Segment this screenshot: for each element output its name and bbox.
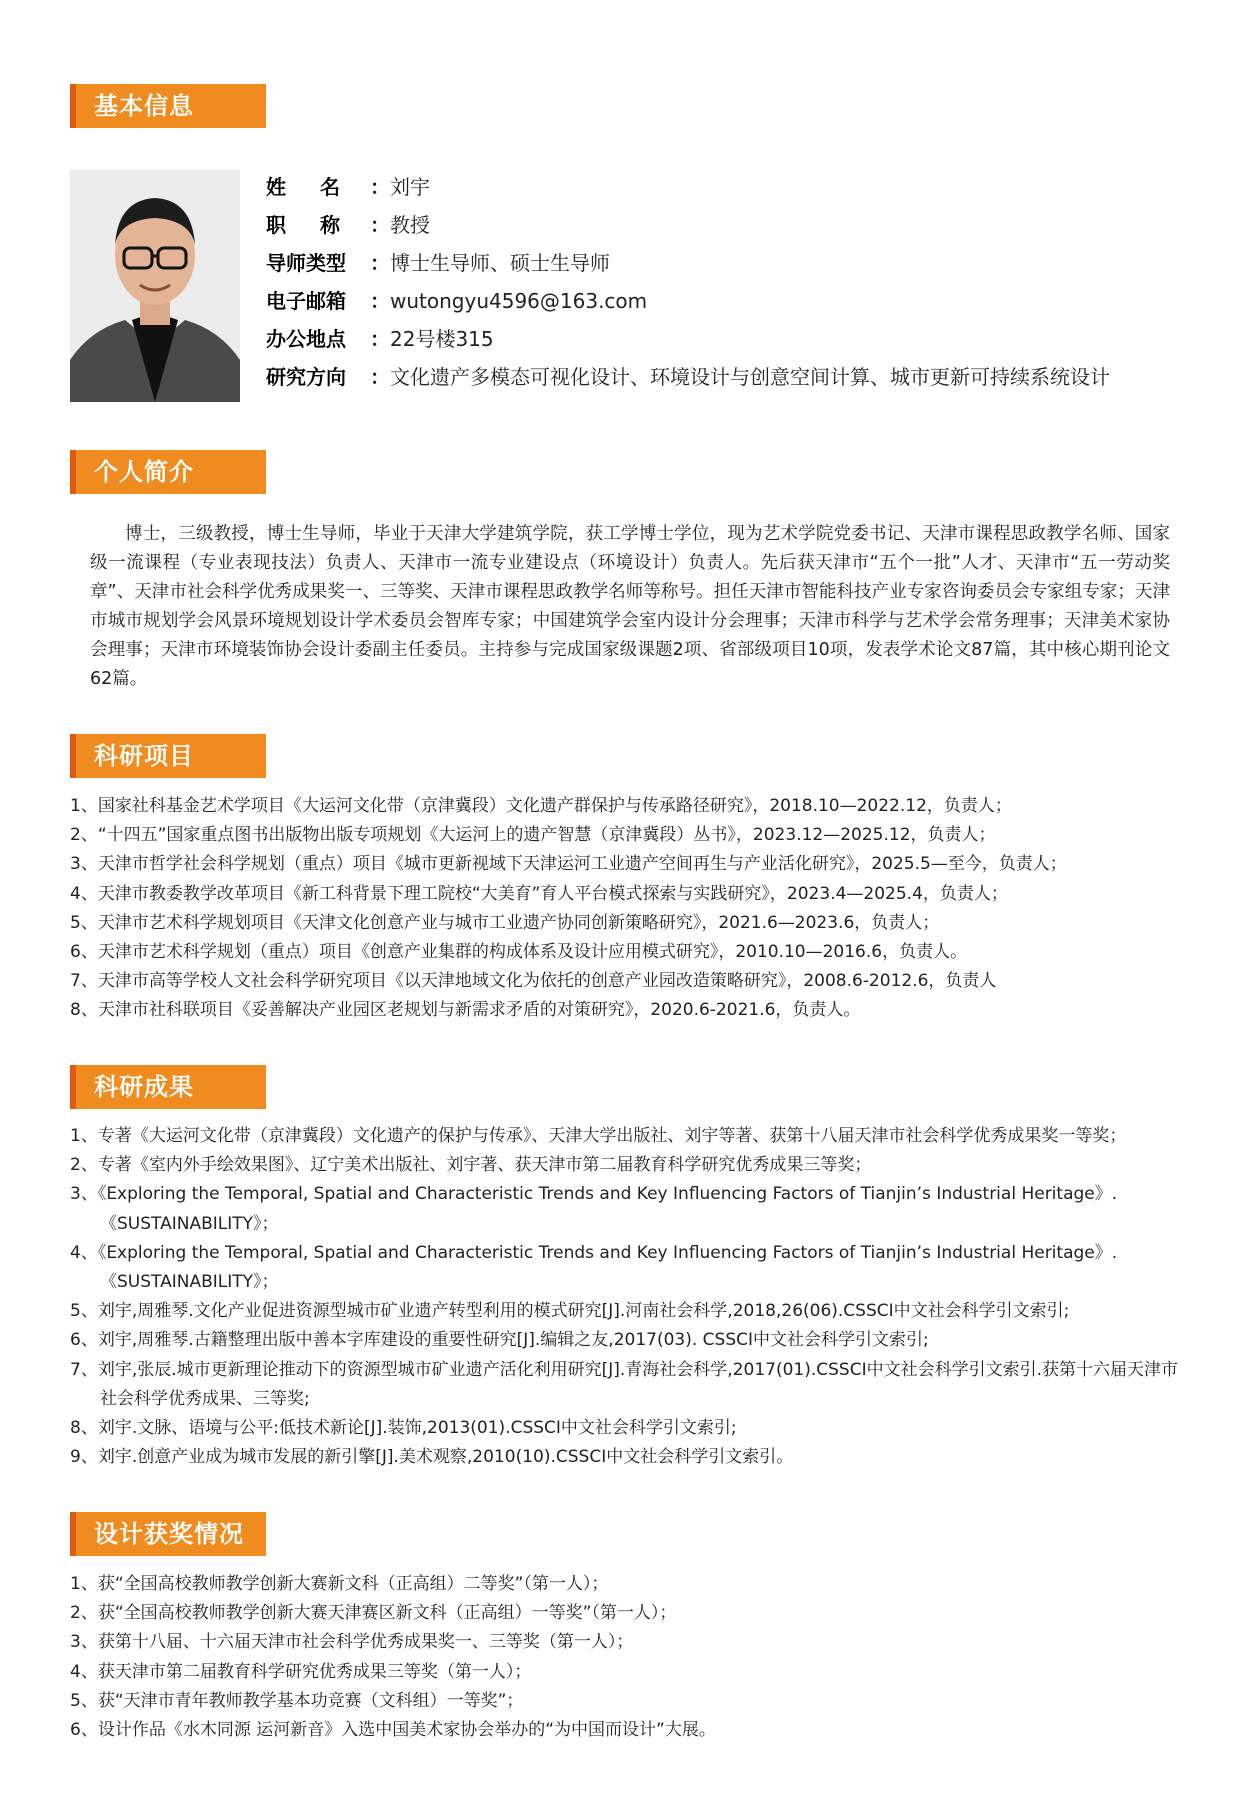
list-item: 5、刘宇,周雅琴.文化产业促进资源型城市矿业遗产转型利用的模式研究[J].河南社会科学,2018,26(06).CSSCI中文社会科学引文索引; (70, 1301, 1070, 1322)
list-item: 3、天津市哲学社会科学规划（重点）项目《城市更新视域下天津运河工业遗产空间再生与产业活化研究》，2025.5—至今，负责人； (70, 854, 1067, 875)
profile-photo (70, 170, 240, 402)
section-header-intro (70, 450, 266, 494)
list-item: 5、天津市艺术科学规划项目《天津文化创意产业与城市工业遗产协同创新策略研究》，2021.6—2023.6，负责人； (70, 912, 940, 933)
advisor-label: 导师类型 (266, 251, 346, 275)
list-item: 8、刘宇.文脉、语境与公平:低技术新论[J].装饰,2013(01).CSSCI中文社会科学引文索引; (70, 1418, 737, 1439)
list-item: 4、《Exploring the Temporal, Spatial and Characteristic Trends and Key Influencing Factors of Tianjin’s Industrial Heritage》.《SUSTAINABILITY》； (70, 1242, 1118, 1293)
colon: ： (370, 327, 390, 351)
list-item: 6、设计作品《水木同源 运河新音》入选中国美术家协会举办的“为中国而设计”大展。 (70, 1720, 716, 1741)
colon: ： (370, 251, 390, 275)
section-header-basic-info (70, 84, 266, 128)
list-item: 8、天津市社科联项目《妥善解决产业园区老规划与新需求矛盾的对策研究》，2020.6-2021.6，负责人。 (70, 1000, 861, 1021)
list-item: 1、专著《大运河文化带（京津冀段）文化遗产的保护与传承》、天津大学出版社、刘宇等著、获第十八届天津市社会科学优秀成果奖一等奖； (70, 1126, 1127, 1146)
section-header-achievements (70, 1065, 266, 1109)
list-item: 7、天津市高等学校人文社会科学研究项目《以天津地域文化为依托的创意产业园改造策略研究》，2008.6-2012.6，负责人 (70, 971, 997, 992)
info-row-email (266, 282, 1216, 320)
list-item: 4、获天津市第二届教育科学研究优秀成果三等奖（第一人）； (70, 1661, 532, 1682)
section-title: 设计获奖情况 (94, 1520, 244, 1548)
colon: ： (370, 213, 390, 237)
email-value[interactable]: wutongyu4596@163.com (390, 289, 648, 313)
name-value: 刘宇 (390, 175, 430, 199)
title-value: 教授 (390, 213, 430, 237)
email-label: 电子邮箱 (266, 289, 346, 313)
section-title: 科研项目 (94, 742, 194, 770)
list-item: 4、天津市教委教学改革项目《新工科背景下理工院校“大美育”育人平台模式探索与实践研究》，2023.4—2025.4，负责人； (70, 883, 1008, 904)
list-item: 2、“十四五”国家重点图书出版物出版专项规划《大运河上的遗产智慧（京津冀段）丛书》，2023.12—2025.12，负责人； (70, 825, 996, 846)
list-item: 2、专著《室内外手绘效果图》、辽宁美术出版社、刘宇著、获天津市第二届教育科学研究优秀成果三等奖； (70, 1155, 872, 1176)
info-row-name (266, 168, 1216, 206)
achievements-list (70, 1122, 1180, 1472)
list-item: 5、获“天津市青年教师教学基本功竞赛（文科组）一等奖”； (70, 1690, 524, 1711)
section-header-projects (70, 734, 266, 778)
list-item: 1、获“全国高校教师教学创新大赛新文科（正高组）二等奖”（第一人）； (70, 1574, 609, 1594)
list-item: 6、刘宇,周雅琴.古籍整理出版中善本字库建设的重要性研究[J].编辑之友,2017(03). CSSCI中文社会科学引文索引; (70, 1330, 929, 1351)
name-label: 姓名 (266, 175, 374, 199)
info-row-advisor (266, 244, 1216, 282)
colon: ： (370, 289, 390, 313)
portrait-image (70, 170, 240, 402)
title-label: 职称 (266, 213, 374, 237)
list-item: 7、刘宇,张辰.城市更新理论推动下的资源型城市矿业遗产活化利用研究[J].青海社会科学,2017(01).CSSCI中文社会科学引文索引.获第十六届天津市社会科学优秀成果、三等奖; (70, 1359, 1179, 1409)
list-item: 2、获“全国高校教师教学创新大赛天津赛区新文科（正高组）一等奖”（第一人）； (70, 1603, 677, 1624)
section-title: 科研成果 (94, 1073, 194, 1101)
projects-list (70, 792, 1180, 1026)
advisor-value: 博士生导师、硕士生导师 (390, 251, 610, 275)
info-row-research (266, 358, 1216, 396)
list-item: 1、国家社科基金艺术学项目《大运河文化带（京津冀段）文化遗产群保护与传承路径研究》，2018.10—2022.12，负责人； (70, 796, 1012, 816)
section-header-awards (70, 1512, 266, 1556)
list-item: 3、获第十八届、十六届天津市社会科学优秀成果奖一、三等奖（第一人）； (70, 1632, 634, 1653)
awards-list (70, 1570, 1180, 1745)
info-row-office (266, 320, 1216, 358)
profile-info (266, 168, 1216, 396)
research-value: 文化遗产多模态可视化设计、环境设计与创意空间计算、城市更新可持续系统设计 (390, 365, 1110, 389)
section-title: 个人简介 (94, 458, 194, 486)
office-value: 22号楼315 (390, 327, 494, 351)
list-item: 3、《Exploring the Temporal, Spatial and Characteristic Trends and Key Influencing Factors of Tianjin’s Industrial Heritage》.《SUSTAINABILITY》； (70, 1184, 1118, 1234)
bio-paragraph: 博士，三级教授，博士生导师，毕业于天津大学建筑学院，获工学博士学位，现为艺术学院党委书记、天津市课程思政教学名师、国家级一流课程（专业表现技法）负责人、天津市一流专业建设点（环境设计）负责人。先后获天津市“五个一批”人才、天津市“五一劳动奖章”、天津市社会科学优秀成果奖一、三等奖、天津市课程思政教学名师等称号。担任天津市智能科技产业专家咨询委员会专家组专家；天津市城市规划学会风景环境规划设计学术委员会智库专家；中国建筑学会室内设计分会理事；天津市科学与艺术学会常务理事；天津美术家协会理事；天津市环境装饰协会设计委副主任委员。主持参与完成国家级课题2项、省部级项目10项，发表学术论文87篇，其中核心期刊论文62篇。 (90, 524, 1170, 689)
list-item: 6、天津市艺术科学规划（重点）项目《创意产业集群的构成体系及设计应用模式研究》，2010.10—2016.6，负责人。 (70, 942, 968, 963)
research-label: 研究方向 (266, 365, 346, 389)
office-label: 办公地点 (266, 327, 346, 351)
list-item: 9、刘宇.创意产业成为城市发展的新引擎[J].美术观察,2010(10).CSSCI中文社会科学引文索引。 (70, 1447, 794, 1468)
colon: ： (370, 365, 390, 389)
section-title: 基本信息 (94, 92, 194, 120)
colon: ： (370, 175, 390, 199)
info-row-title (266, 206, 1216, 244)
